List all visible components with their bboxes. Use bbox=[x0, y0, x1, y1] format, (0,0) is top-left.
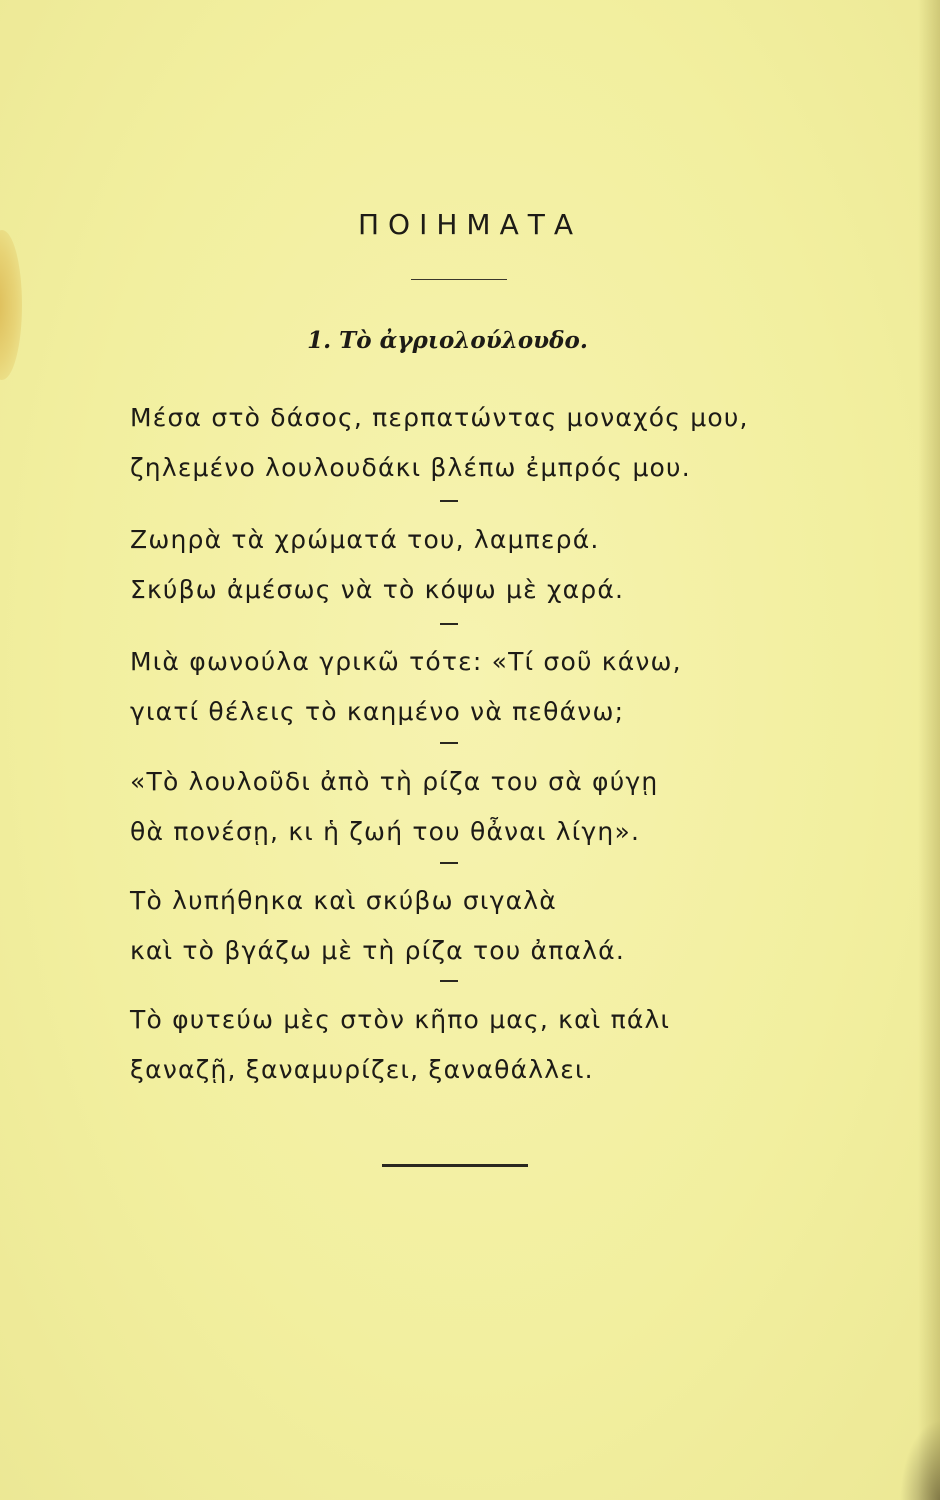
verse-line: Σκύβω ἀμέσως νὰ τὸ κόψω μὲ χαρά. bbox=[130, 575, 625, 604]
poem-title: 1. Τὸ ἀγριολούλουδο. bbox=[307, 327, 588, 354]
page-corner-shadow bbox=[900, 1420, 940, 1500]
stanza-1 bbox=[130, 393, 749, 493]
stanza-4 bbox=[130, 757, 658, 857]
verse-line: γιατί θέλεις τὸ καημένο νὰ πεθάνω; bbox=[130, 697, 625, 726]
verse-line: Ζωηρὰ τὰ χρώματά του, λαμπερά. bbox=[130, 525, 600, 554]
stanza-separator bbox=[440, 742, 458, 744]
verse-line: Τὸ φυτεύω μὲς στὸν κῆπο μας, καὶ πάλι bbox=[130, 1005, 671, 1034]
stanza-separator bbox=[440, 500, 458, 502]
stanza-6 bbox=[130, 995, 670, 1095]
stanza-separator bbox=[440, 980, 458, 982]
stanza-2 bbox=[130, 515, 624, 615]
verse-line: θὰ πονέσῃ, κι ἡ ζωή του θἆναι λίγη». bbox=[130, 817, 641, 846]
verse-line: Μιὰ φωνούλα γρικῶ τότε: «Τί σοῦ κάνω, bbox=[130, 647, 682, 676]
title-divider bbox=[411, 279, 507, 280]
verse-line: Μέσα στὸ δάσος, περπατώντας μοναχός μου, bbox=[130, 403, 749, 432]
stanza-separator bbox=[440, 623, 458, 625]
end-divider bbox=[382, 1164, 528, 1167]
page-title: ΠΟΙΗΜΑΤΑ bbox=[358, 208, 582, 241]
verse-line: «Τὸ λουλοῦδι ἀπὸ τὴ ρίζα του σὰ φύγῃ bbox=[130, 767, 659, 796]
verse-line: ζηλεμένο λουλουδάκι βλέπω ἐμπρός μου. bbox=[130, 453, 691, 482]
stanza-separator bbox=[440, 862, 458, 864]
verse-line: Τὸ λυπήθηκα καὶ σκύβω σιγαλὰ bbox=[130, 886, 557, 915]
binding-stain bbox=[0, 230, 22, 380]
verse-line: ξαναζῇ, ξαναμυρίζει, ξαναθάλλει. bbox=[130, 1055, 594, 1084]
verse-line: καὶ τὸ βγάζω μὲ τὴ ρίζα του ἀπαλά. bbox=[130, 936, 625, 965]
stanza-3 bbox=[130, 637, 682, 737]
stanza-5 bbox=[130, 876, 625, 976]
